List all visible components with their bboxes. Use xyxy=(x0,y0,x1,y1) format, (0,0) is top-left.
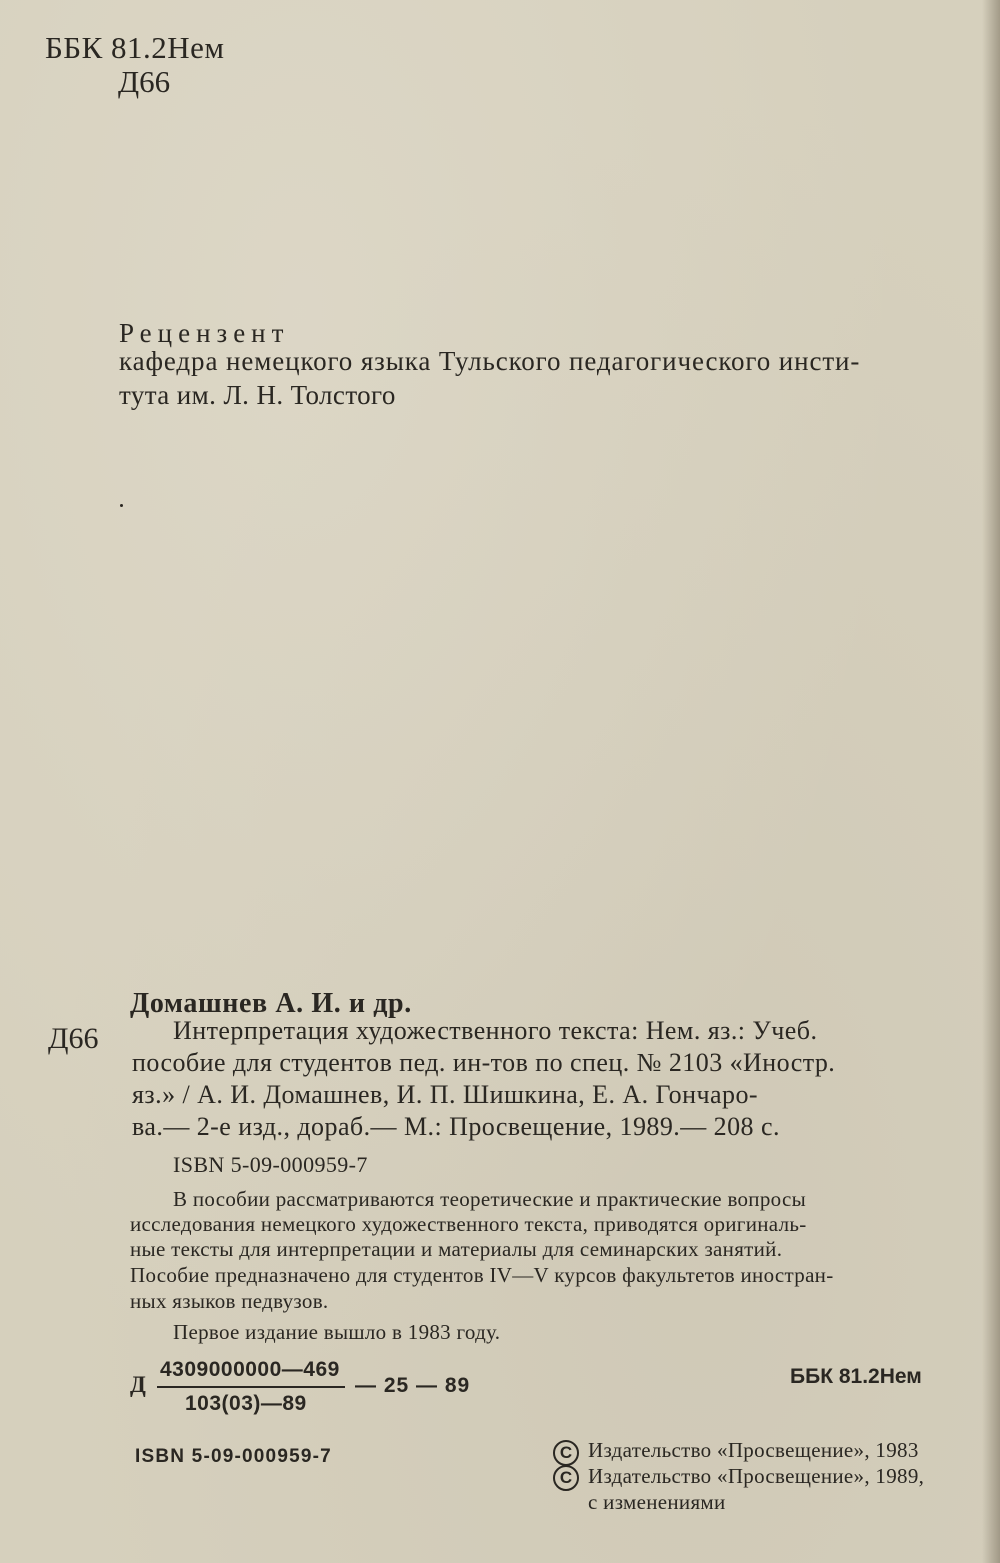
copyright-line-3: с изменениями xyxy=(588,1490,726,1514)
index-tail: — 25 — 89 xyxy=(355,1374,471,1397)
annotation-line: Пособие предназначено для студентов IV—V курсов факультетов иностран- xyxy=(130,1263,834,1287)
index-denominator: 103(03)—89 xyxy=(185,1392,307,1415)
print-dot xyxy=(120,504,123,507)
annotation-line: ные тексты для интерпретации и материалы для семинарских занятий. xyxy=(130,1237,783,1261)
reviewer-line-2: тута им. Л. Н. Толстого xyxy=(119,380,396,410)
author-code: Д66 xyxy=(118,64,171,99)
bbk-classification: ББК 81.2Нем xyxy=(45,30,225,65)
catalog-isbn: ISBN 5-09-000959-7 xyxy=(173,1152,368,1177)
index-numerator: 4309000000—469 xyxy=(160,1358,340,1381)
copyright-line-2: Издательство «Просвещение», 1989, xyxy=(588,1464,925,1488)
bbk-classification-bottom: ББК 81.2Нем xyxy=(790,1365,922,1388)
catalog-description-line: ва.— 2-е изд., дораб.— М.: Просвещение, 1989.— 208 с. xyxy=(132,1112,780,1141)
catalog-author-code: Д66 xyxy=(48,1022,99,1055)
catalog-authors: Домашнев А. И. и др. xyxy=(130,988,412,1019)
reviewer-heading: Рецензент xyxy=(119,318,290,348)
page-edge-shadow xyxy=(982,0,1000,1563)
catalog-description-line: Интерпретация художественного текста: Нем. яз.: Учеб. xyxy=(173,1016,818,1045)
index-letter: Д xyxy=(130,1372,146,1397)
first-edition-note: Первое издание вышло в 1983 году. xyxy=(173,1320,501,1344)
copyright-icon: C xyxy=(553,1440,579,1466)
index-fraction-rule xyxy=(157,1386,345,1388)
copyright-line-1: Издательство «Просвещение», 1983 xyxy=(588,1438,919,1462)
catalog-description-line: пособие для студентов пед. ин-тов по спец. № 2103 «Иностр. xyxy=(132,1048,836,1077)
annotation-line: В пособии рассматриваются теоретические и практические вопросы xyxy=(173,1187,807,1211)
annotation-line: ных языков педвузов. xyxy=(130,1289,329,1313)
reviewer-line-1: кафедра немецкого языка Тульского педагогического инсти- xyxy=(119,346,861,376)
copyright-icon: C xyxy=(553,1465,579,1491)
footer-isbn: ISBN 5-09-000959-7 xyxy=(135,1446,332,1467)
annotation-line: исследования немецкого художественного текста, приводятся оригиналь- xyxy=(130,1212,807,1236)
catalog-description-line: яз.» / А. И. Домашнев, И. П. Шишкина, Е. А. Гончаро- xyxy=(132,1080,759,1109)
